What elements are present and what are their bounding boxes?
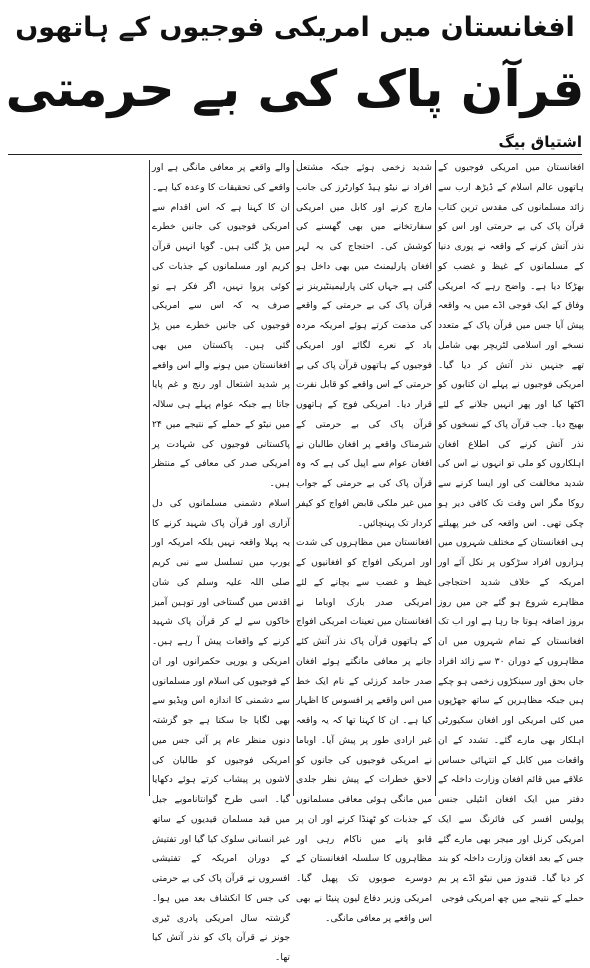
article-column-1 <box>438 158 584 904</box>
article-column-2 <box>296 158 432 924</box>
column-paragraph: شدید زخمی ہوئے جبکہ مشتعل افراد نے نیٹو ہیڈ کوارٹرز کی جانب مارچ کرنے اور کابل میں امریکی سفارتخانے میں بھی گھسنے کی کوشش کی۔ احتجاج کی یہ لہر افغان پارلیمنٹ میں بھی داخل ہو گئی ہے جہاں کئی پارلیمینٹیرینز نے قرآن پاک کی بے حرمتی کے واقعے کی مذمت کرتے ہوئے امریکہ مردہ باد کے نعرے لگائے اور امریکی فوجیوں کے ہاتھوں قرآن پاک کی بے حرمتی کے اس واقعے کو قابل نفرت قرار دیا۔ امریکی فوج کے ہاتھوں قرآن پاک کی بے حرمتی کے شرمناک واقعے پر افغان طالبان نے افغان عوام سے اپیل کی ہے کہ وہ قرآن پاک کی بے حرمتی کے جواب میں غیر ملکی قابض افواج کو کیفر کردار تک پہنچائیں۔ <box>296 162 432 529</box>
column-divider <box>149 160 150 796</box>
article-byline: اشتیاق بیگ <box>498 133 582 151</box>
article-kicker: افغانستان میں امریکی فوجیوں کے ہاتھوں <box>15 12 575 43</box>
column-divider <box>293 160 294 796</box>
column-paragraph: اسلام دشمنی مسلمانوں کی دل آزاری اور قرآن پاک شہید کرنے کا یہ پہلا واقعہ نہیں بلکہ امریکہ اور یورپ میں تسلسل سے نبی کریم صلی اللہ علیہ وسلم کی شان اقدس میں گستاخی اور توہین آمیز خاکوں سے لے کر قرآن پاک شہید کرنے کے واقعات پیش آ رہے ہیں۔ امریکی و یورپی حکمرانوں اور ان کے فوجیوں کی اسلام اور مسلمانوں سے دشمنی کا اندازہ اس ویڈیو سے بھی لگایا جا سکتا ہے جو گزشتہ دنوں منظر عام پر آئی جس میں امریکی فوجیوں کو طالبان کی لاشوں پر پیشاب کرتے ہوئے دکھایا گیا۔ اسی طرح گوانتاناموبے جیل میں قید مسلمان قیدیوں کے ساتھ غیر انسانی سلوک کیا گیا اور تفتیش کے دوران امریکہ کے تفتیشی افسروں نے قرآن پاک کی بے حرمتی کی جس کا انکشاف بعد میں ہوا۔ گزشتہ سال امریکی پادری ٹیری جونز نے قرآن پاک کو نذر آتش کیا تھا۔ <box>152 497 290 963</box>
article-column-3 <box>152 158 290 963</box>
column-divider <box>435 160 436 796</box>
column-paragraph: افغانستان میں امریکی فوجیوں کے ہاتھوں عالم اسلام کے ڈیڑھ ارب سے زائد مسلمانوں کی مقدس ترین کتاب قرآن پاک کی بے حرمتی اور اس کو نذر آتش کرنے کے واقعہ نے پوری دنیا کے مسلمانوں کے غیظ و غضب کو بھڑکا دیا ہے۔ واضح رہے کہ امریکی وفاق کے ایک فوجی اڈے میں یہ واقعہ پیش آیا جس میں قرآن پاک کے متعدد نسخے اور اسلامی لٹریچر بھی شامل تھے جنہیں نذر آتش کر دیا گیا۔ امریکی فوجیوں نے پہلے ان کتابوں کو اکٹھا کیا اور پھر انہیں جلانے کے لئے بھیج دیا۔ جب قرآن پاک کے نسخوں کو نذر آتش کرنے کی اطلاع افغان اہلکاروں کو ملی تو انہوں نے اس کی شدید مخالفت کی اور ایسا کرنے سے روکا مگر اس وقت تک کافی دیر ہو چکی تھی۔ اس واقعہ کی خبر پھیلتے ہی افغانستان کے مختلف شہروں میں ہزاروں افراد سڑکوں پر نکل آئے اور امریکہ کے خلاف شدید احتجاجی مظاہرے شروع ہو گئے جن میں روز بروز اضافہ ہوتا جا رہا ہے اور اب تک افغانستان کے تمام شہروں میں ان مظاہروں کے دوران ۳۰ سے زائد افراد جاں بحق اور سینکڑوں زخمی ہو چکے ہیں جبکہ مظاہرین کے ساتھ جھڑپوں میں کئی امریکی اور افغان سکیورٹی اہلکار بھی مارے گئے۔ تشدد کے ان واقعات میں کابل کے انتہائی حساس علاقے میں قائم افغان وزارت داخلہ کے دفتر میں ایک افغان انٹیلی جنس پولیس افسر کی فائرنگ سے ایک امریکی کرنل اور میجر بھی مارے گئے جس کے بعد افغان وزارت داخلہ کو بند کر دیا گیا۔ قندوز میں نیٹو اڈے پر بم حملے کے نتیجے میں چھ امریکی فوجی <box>438 162 584 904</box>
article-column-4 <box>6 158 146 798</box>
byline-rule <box>8 154 582 155</box>
column-paragraph: والے واقعے پر معافی مانگی ہے اور واقعے کی تحقیقات کا وعدہ کیا ہے۔ ان کا کہنا ہے کہ اس اقدام سے امریکی فوجیوں کی جانیں خطرے میں پڑ گئی ہیں۔ گویا انہیں قرآن کریم اور مسلمانوں کے جذبات کی کوئی پروا نہیں، اگر فکر ہے تو صرف یہ کہ اس سے امریکی فوجیوں کی جانیں خطرے میں پڑ گئی ہیں۔ پاکستان میں بھی افغانستان میں ہونے والے اس واقعے پر شدید اشتعال اور رنج و غم پایا جاتا ہے جبکہ عوام پہلے ہی سلالہ میں نیٹو کے حملے کے نتیجے میں ۲۴ پاکستانی فوجیوں کی شہادت پر امریکی صدر کی معافی کے منتظر ہیں۔ <box>152 162 290 489</box>
article-headline: قرآن پاک کی بے حرمتی <box>5 60 585 118</box>
column-paragraph: افغانستان میں مظاہروں کی شدت اور امریکی افواج کو افغانیوں کے غیظ و غضب سے بچانے کے لئے امریکی صدر بارک اوباما نے افغانستان میں تعینات امریکی افواج کے ہاتھوں قرآن پاک نذر آتش کئے جانے پر معافی مانگتے ہوئے افغان صدر حامد کرزئی کے نام ایک خط میں اس واقعے پر افسوس کا اظہار کیا ہے۔ ان کا کہنا تھا کہ یہ واقعہ غیر ارادی طور پر پیش آیا۔ اوباما نے امریکی فوجیوں کی جانوں کو لاحق خطرات کے پیش نظر جلدی میں مانگی ہوئی معافی مسلمانوں کے جذبات کو ٹھنڈا کرنے اور ان پر قابو پانے میں ناکام رہی اور مظاہروں کا سلسلہ افغانستان کے دوسرے صوبوں تک پھیل گیا۔ امریکی وزیر دفاع لیون پنیٹا نے بھی اس واقعے پر معافی مانگی۔ <box>296 537 432 924</box>
